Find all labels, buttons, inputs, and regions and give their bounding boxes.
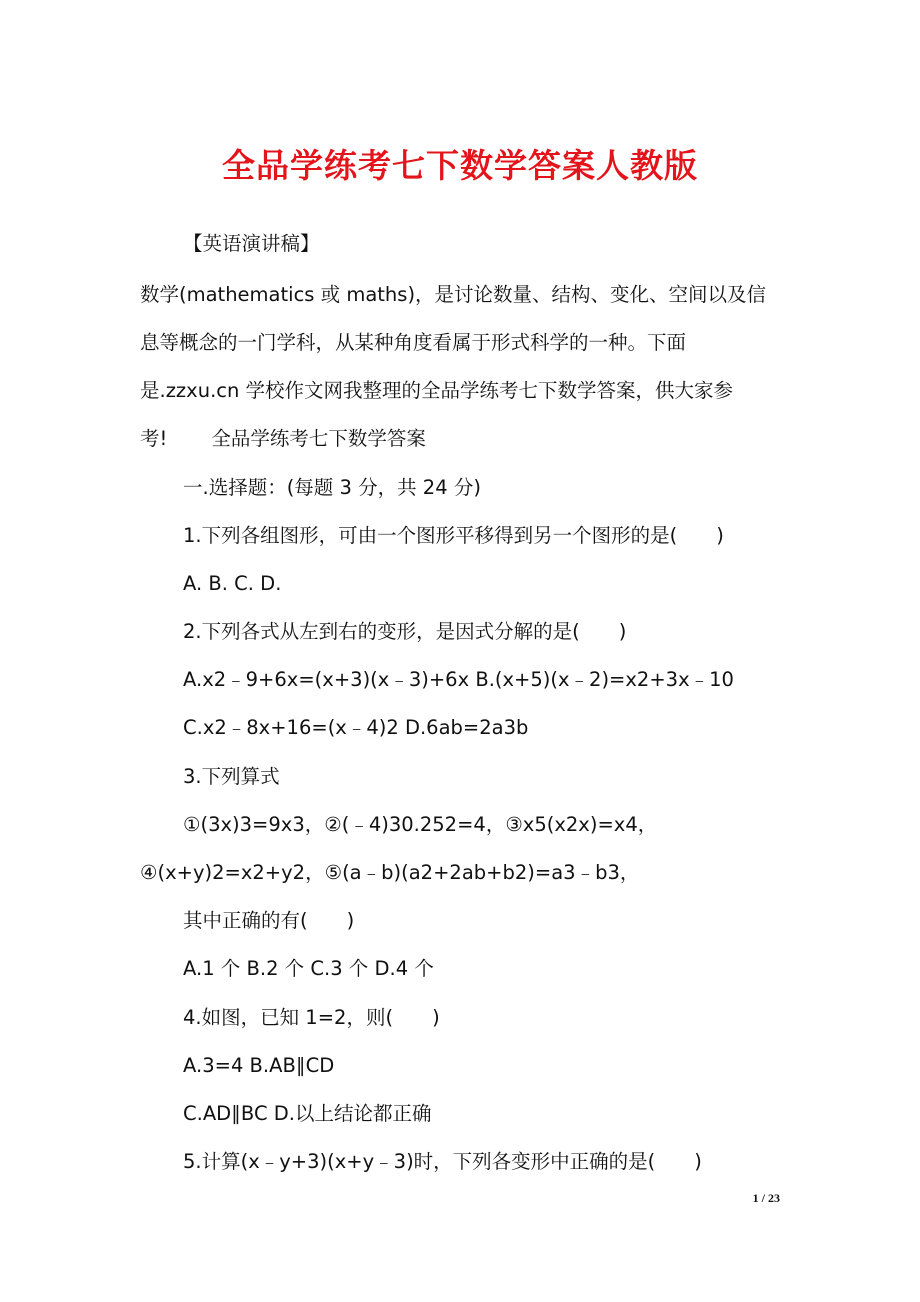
intro-line-4-text: 考! bbox=[140, 427, 168, 450]
page-number: 1 / 23 bbox=[752, 1191, 780, 1205]
question-4-options-cd: C.AD∥BC D.以上结论都正确 bbox=[183, 1102, 432, 1125]
section-heading: 一.选择题：(每题 3 分，共 24 分) bbox=[183, 476, 481, 499]
category-label: 【英语演讲稿】 bbox=[183, 232, 320, 255]
question-3-prompt: 其中正确的有( ) bbox=[183, 909, 355, 932]
question-1-options: A. B. C. D. bbox=[183, 572, 282, 595]
question-2: 2.下列各式从左到右的变形，是因式分解的是( ) bbox=[183, 620, 627, 643]
question-4-options-ab: A.3=4 B.AB∥CD bbox=[183, 1054, 335, 1077]
document-title: 全品学练考七下数学答案人教版 bbox=[222, 146, 698, 185]
intro-tail: 全品学练考七下数学答案 bbox=[211, 427, 426, 450]
intro-line-1: 数学(mathematics 或 maths)，是讨论数量、结构、变化、空间以及信 bbox=[140, 283, 767, 306]
question-1: 1.下列各组图形，可由一个图形平移得到另一个图形的是( ) bbox=[183, 524, 724, 547]
question-2-options-ab: A.x2﹣9+6x=(x+3)(x﹣3)+6x B.(x+5)(x﹣2)=x2+3x﹣10 bbox=[183, 668, 734, 691]
intro-line-4 bbox=[140, 426, 426, 451]
question-3: 3.下列算式 bbox=[183, 765, 280, 788]
question-3-expressions-1: ①(3x)3=9x3，②(﹣4)30.252=4，③x5(x2x)=x4， bbox=[183, 813, 658, 836]
intro-line-3: 是.zzxu.cn 学校作文网我整理的全品学练考七下数学答案，供大家参 bbox=[140, 379, 734, 402]
question-5: 5.计算(x﹣y+3)(x+y﹣3)时，下列各变形中正确的是( ) bbox=[183, 1150, 702, 1173]
question-3-options: A.1 个 B.2 个 C.3 个 D.4 个 bbox=[183, 957, 434, 980]
intro-line-2: 息等概念的一门学科，从某种角度看属于形式科学的一种。下面 bbox=[140, 331, 687, 354]
question-2-options-cd: C.x2﹣8x+16=(x﹣4)2 D.6ab=2a3b bbox=[183, 716, 529, 739]
question-4: 4.如图，已知 1=2，则( ) bbox=[183, 1006, 440, 1029]
question-3-expressions-2: ④(x+y)2=x2+y2，⑤(a﹣b)(a2+2ab+b2)=a3﹣b3， bbox=[140, 861, 640, 884]
